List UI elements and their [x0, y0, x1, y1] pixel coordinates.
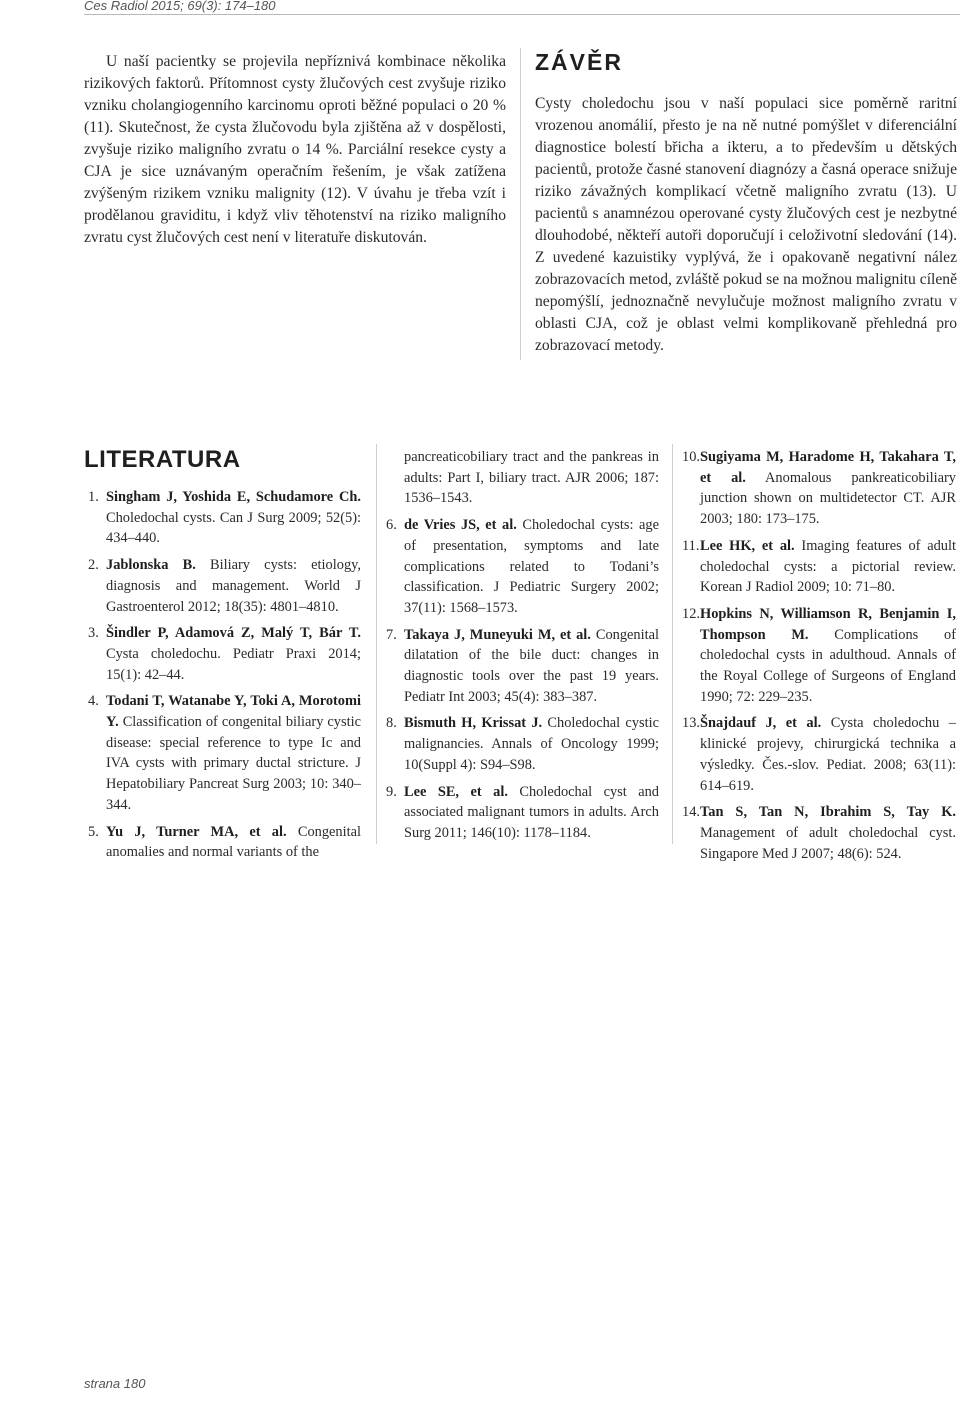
reference-authors: de Vries JS, et al. [404, 517, 517, 534]
reference-number: 4. [88, 693, 99, 710]
reference-number: 14. [682, 804, 700, 821]
reference-authors: Lee SE, et al. [404, 783, 508, 800]
reference-text: Anomalous pankreaticobiliary junction shown on multidetector CT. AJR 2003; 180: 173–175. [700, 469, 956, 528]
reference-text: Congenital anomalies and normal variants of the [106, 823, 361, 861]
reference-authors: Hopkins N, Williamson R, Benjamin I, Thompson M. [700, 605, 956, 643]
reference-text: Choledochal cyst and associated malignant tumors in adults. Arch Surg 2011; 146(10): 1178–1184. [404, 783, 659, 841]
reference-column-3 [682, 447, 956, 870]
reference-text: Choledochal cysts: age of presentation, symptoms and late complications related to Todani’s classification. J Pediatric Surgery 2002; 37(11): 1568–1573. [404, 517, 659, 616]
reference-item [682, 802, 956, 864]
reference-authors: Bismuth H, Krissat J. [404, 715, 543, 732]
reference-item [88, 623, 361, 685]
reference-item [682, 536, 956, 598]
reference-text: Management of adult choledochal cyst. Singapore Med J 2007; 48(6): 524. [700, 824, 956, 862]
reference-number: 2. [88, 557, 99, 574]
reference-number: 13. [682, 715, 700, 732]
reference-number: 7. [386, 626, 397, 643]
column-divider [520, 48, 521, 360]
page-number: strana 180 [84, 1376, 146, 1391]
reference-authors: Lee HK, et al. [700, 537, 795, 554]
reference-number: 12. [682, 605, 700, 622]
reference-text: Cysta choledochu. Pediatr Praxi 2014; 15(1): 42–44. [106, 645, 361, 683]
reference-item [88, 555, 361, 617]
reference-text: pancreaticobiliary tract and the pankreas in adults: Part I, biliary tract. AJR 2006; 187: 1536–1543. [404, 449, 659, 507]
literatura-heading: LITERATURA [84, 446, 241, 473]
column-divider [672, 444, 673, 844]
reference-authors: Tan S, Tan N, Ibrahim S, Tay K. [700, 804, 956, 821]
reference-authors: Takaya J, Muneyuki M, et al. [404, 626, 591, 643]
reference-authors: Todani T, Watanabe Y, Toki A, Morotomi Y. [106, 693, 361, 731]
reference-number: 3. [88, 625, 99, 642]
reference-item [682, 447, 956, 530]
reference-item [88, 691, 361, 815]
reference-item [88, 487, 361, 549]
reference-number: 9. [386, 783, 397, 800]
reference-text: Classification of congenital biliary cystic disease: special reference to type Ic and IVA cysts with primary ductal stricture. J Hepatobiliary Pancreat Surg 2003; 10: 340–344. [106, 714, 361, 813]
reference-column-2 [386, 447, 659, 850]
reference-text: Choledochal cysts. Can J Surg 2009; 52(5): 434–440. [106, 509, 361, 547]
reference-item [386, 515, 659, 619]
column-divider [376, 444, 377, 844]
reference-text: Choledochal cystic malignancies. Annals of Oncology 1999; 10(Suppl 4): S94–S98. [404, 715, 659, 773]
reference-item [682, 713, 956, 796]
reference-continuation [386, 447, 659, 509]
reference-number: 11. [682, 537, 700, 554]
reference-item [682, 604, 956, 708]
reference-authors: Sugiyama M, Haradome H, Takahara T, et al. [700, 449, 956, 486]
reference-authors: Singham J, Yoshida E, Schudamore Ch. [106, 489, 361, 505]
reference-item [386, 713, 659, 775]
reference-text: Congenital dilatation of the bile duct: changes in diagnostic tools over the past 19 years. Pediatr Int 2003; 45(4): 383–387. [404, 626, 659, 705]
running-header: Ces Radiol 2015; 69(3): 174–180 [84, 0, 276, 13]
body-paragraph: U naší pacientky se projevila nepříznivá kombinace několika rizikových faktorů. Přítomnost cysty žlučových cest zvyšuje riziko vzniku cholangiogenního karcinomu oproti běžné populaci o 20 % (11). Skutečnost, že cysta žlučovodu byla zjištěna až v dospělosti, zvyšuje riziko maligního zvratu o 14 %. Parciální resekce cysty a CJA je sice uznávaným operačním řešením, je však zatížena zvýšeným rizikem vzniku malignity (12). V úvahu je třeba vzít i prodělanou graviditu, i když vliv těhotenství na riziko maligního zvratu cyst žlučových cest není v literatuře diskutován. [84, 53, 506, 246]
zaver-paragraph: Cysty choledochu jsou v naší populaci sice poměrně raritní vrozenou anomálií, přesto je na ně nutné pomýšlet v diferenciální diagnostice bolestí břicha a ikteru, a to především u dětských pacientů, protože časné stanovení diagnózy a časná operace snižuje riziko závažných komplikací včetně maligního zvratu (13). U pacientů s anamnézou operované cysty žlučových cest je nezbytné dlouhodobé, někteří autoři doporučují i celoživotní sledování (14). Z uvedené kazuistiky vyplývá, že i opakovaně negativní nález zobrazovacích metod, zvláště pokud se na možnou malignitu cíleně nepomýšlí, jednoznačně nevylučuje možnost maligního zvratu v oblasti CJA, což je oblast velmi komplikovaně přehledná pro zobrazovací metody. [535, 95, 957, 354]
reference-authors: Jablonska B. [106, 557, 196, 574]
reference-column-1 [88, 487, 361, 869]
reference-authors: Šindler P, Adamová Z, Malý T, Bár T. [106, 625, 361, 642]
reference-number: 1. [88, 489, 99, 505]
reference-number: 5. [88, 823, 99, 840]
reference-text: Imaging features of adult choledochal cysts: a pictorial review. Korean J Radiol 2009; 10: 71–80. [700, 537, 957, 596]
reference-authors: Šnajdauf J, et al. [700, 715, 822, 732]
reference-authors: Yu J, Turner MA, et al. [106, 823, 287, 840]
reference-item [386, 782, 659, 844]
reference-item [88, 822, 361, 863]
reference-text: Cysta choledochu – klinické projevy, chirurgická technika a výsledky. Čes.-slov. Pediat. 2008; 63(11): 614–619. [700, 715, 956, 794]
reference-text: Complications of choledochal cysts in adulthoud. Annals of the Royal College of Surgeons of England 1990; 72: 229–235. [700, 626, 957, 705]
reference-number: 10. [682, 449, 700, 465]
reference-text: Biliary cysts: etiology, diagnosis and management. World J Gastroenterol 2012; 18(35): 4801–4810. [106, 557, 361, 615]
zaver-heading: ZÁVĚR [535, 49, 623, 75]
reference-item [386, 625, 659, 708]
reference-number: 6. [386, 517, 397, 534]
reference-number: 8. [386, 715, 397, 732]
